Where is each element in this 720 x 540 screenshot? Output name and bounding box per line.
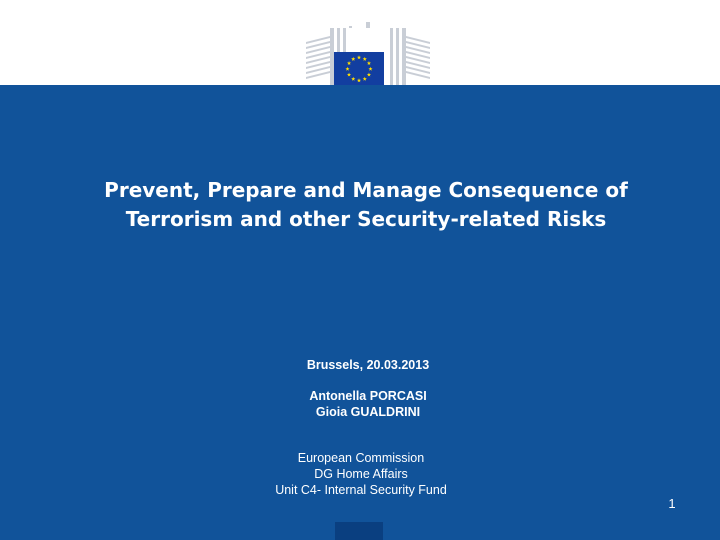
- organization-line: European Commission: [297, 451, 425, 465]
- presentation-title: [60, 176, 672, 234]
- authors: [200, 388, 536, 420]
- author-name: Gioia GUALDRINI: [315, 405, 421, 419]
- author-name: Antonella PORCASI: [309, 389, 427, 403]
- organization-line: DG Home Affairs: [314, 467, 408, 481]
- page-number: 1: [668, 496, 676, 511]
- title-line-2: Terrorism and other Security-related Risks: [125, 207, 607, 231]
- presentation-date: Brussels, 20.03.2013: [306, 358, 430, 372]
- organization-line: Unit C4- Internal Security Fund: [275, 483, 447, 497]
- title-line-1: Prevent, Prepare and Manage Consequence of: [104, 178, 628, 202]
- bottom-tab: [335, 522, 383, 540]
- organization: [161, 450, 561, 498]
